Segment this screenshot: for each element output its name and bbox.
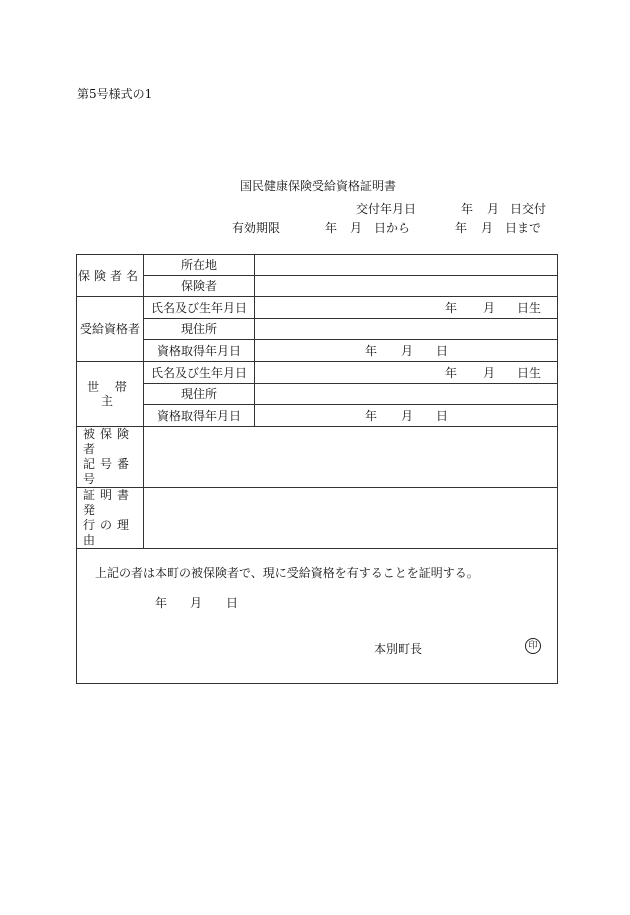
reason-value[interactable]: [144, 488, 558, 549]
validity-from-month: 月: [350, 221, 363, 235]
issue-day-suffix: 日交付: [510, 202, 547, 216]
recipient-birth-month: 月: [483, 300, 496, 315]
householder-address-label: 現住所: [144, 384, 255, 405]
statement-box: [77, 549, 558, 684]
insurer-name-label: 保険者: [144, 276, 255, 297]
householder-acq-month: 月: [401, 408, 414, 423]
recipient-birth-day-suffix: 日生: [517, 300, 542, 315]
issue-month: 月: [487, 202, 500, 216]
reason-header: [77, 488, 144, 549]
householder-birth-month: 月: [483, 365, 496, 380]
statement-year: 年: [155, 596, 168, 610]
validity-to-suffix: 日まで: [505, 221, 542, 235]
householder-address-value[interactable]: [255, 384, 558, 405]
recipient-acquired-value[interactable]: [255, 340, 558, 362]
recipient-address-label: 現住所: [144, 319, 255, 340]
householder-birth-day-suffix: 日生: [517, 365, 542, 380]
insurer-address-value[interactable]: [255, 255, 558, 276]
recipient-acq-day: 日: [436, 343, 449, 358]
mayor-title: 本別町長: [374, 642, 423, 656]
insured-number-header: [77, 427, 144, 488]
reason-line1: 証明書発: [83, 488, 135, 517]
insured-number-line1: 被保険者: [83, 427, 135, 456]
recipient-name-dob-value[interactable]: [255, 297, 558, 319]
insurer-header: 保険者名: [77, 255, 144, 297]
insured-number-value[interactable]: [144, 427, 558, 488]
certification-statement: 上記の者は本町の被保険者で、現に受給資格を有することを証明する。: [95, 566, 479, 580]
recipient-acquired-label: 資格取得年月日: [144, 340, 255, 362]
issue-date-label: 交付年月日: [356, 202, 417, 216]
seal-mark: 印: [525, 638, 541, 654]
validity-from-year: 年: [325, 221, 338, 235]
householder-acq-day: 日: [436, 408, 449, 423]
certificate-table: [76, 254, 558, 684]
validity-to-month: 月: [481, 221, 494, 235]
householder-acquired-value[interactable]: [255, 405, 558, 427]
householder-name-dob-value[interactable]: [255, 362, 558, 384]
validity-label: 有効期限: [232, 221, 281, 235]
form-number: 第5号様式の1: [77, 87, 153, 101]
insurer-address-label: 所在地: [144, 255, 255, 276]
householder-header: 世 帯 主: [77, 362, 144, 427]
document-title: 国民健康保険受給資格証明書: [240, 179, 397, 193]
insurer-name-value[interactable]: [255, 276, 558, 297]
statement-day: 日: [226, 596, 239, 610]
recipient-acq-year: 年: [365, 343, 378, 358]
recipient-name-dob-label: 氏名及び生年月日: [144, 297, 255, 319]
recipient-address-value[interactable]: [255, 319, 558, 340]
householder-name-dob-label: 氏名及び生年月日: [144, 362, 255, 384]
issue-year: 年: [461, 202, 474, 216]
householder-acquired-label: 資格取得年月日: [144, 405, 255, 427]
householder-acq-year: 年: [365, 408, 378, 423]
statement-month: 月: [190, 596, 203, 610]
householder-birth-year: 年: [445, 365, 458, 380]
recipient-header: 受給資格者: [77, 297, 144, 362]
recipient-birth-year: 年: [445, 300, 458, 315]
validity-from-suffix: 日から: [374, 221, 411, 235]
validity-to-year: 年: [455, 221, 468, 235]
reason-line2: 行の理由: [83, 518, 135, 547]
recipient-acq-month: 月: [401, 343, 414, 358]
insured-number-line2: 記号番号: [83, 457, 135, 486]
